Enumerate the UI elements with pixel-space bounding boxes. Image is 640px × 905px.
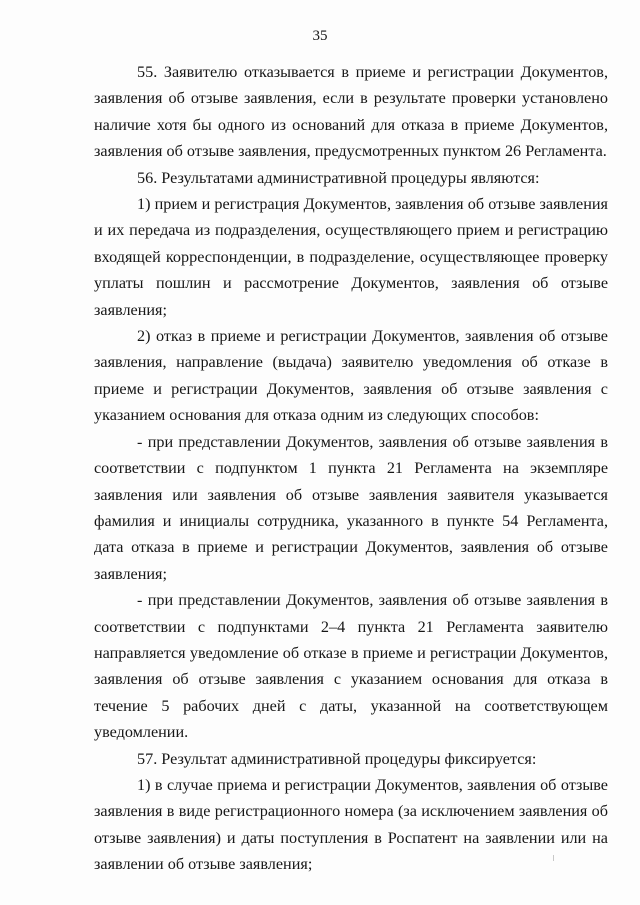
paragraph-55: 55. Заявителю отказывается в приеме и регистрации Документов, заявления об отзыве заявления, если в результате проверки установлено наличие хотя бы одного из оснований для отказа в приеме Документов, заявления об отзыве заявления, предусмотренных пунктом 26 Регламента. (94, 63, 608, 161)
paragraph-57: 57. Результат административной процедуры фиксируется: (137, 749, 537, 768)
paragraph-56: 56. Результатами административной процедуры являются: (137, 168, 540, 187)
paragraph-56-item-2-dash-2: - при представлении Документов, заявления об отзыве заявления в соответствии с подпунктами 2–4 пункта 21 Регламента заявителю направляется уведомление об отказе в приеме и регистрации Документов, заявления об отзыве заявления с указанием основания для отказа в течение 5 рабочих дней с даты, указанной на соответствующем уведомлении. (94, 591, 608, 742)
document-body (94, 59, 608, 878)
paragraph-56-item-2: 2) отказ в приеме и регистрации Документов, заявления об отзыве заявления, направление (выдача) заявителю уведомления об отказе в приеме и регистрации Документов, заявления об отзыве заявления с указанием основания для отказа одним из следующих способов: (94, 327, 608, 425)
page-number: 35 (312, 28, 328, 44)
paragraph-56-item-2-dash-1: - при представлении Документов, заявления об отзыве заявления в соответствии с подпунктом 1 пункта 21 Регламента на экземпляре заявления или заявления об отзыве заявления заявителя указывается фамилия и инициалы сотрудника, указанного в пункте 54 Регламента, дата отказа в приеме и регистрации Документов, заявления об отзыве заявления; (94, 432, 608, 583)
scan-artifact (553, 855, 554, 861)
paragraph-56-item-1: 1) прием и регистрация Документов, заявления об отзыве заявления и их передача из подразделения, осуществляющего прием и регистрацию входящей корреспонденции, в подразделение, осуществляющее проверку уплаты пошлин и рассмотрение Документов, заявления об отзыве заявления; (94, 195, 608, 319)
paragraph-57-item-1: 1) в случае приема и регистрации Документов, заявления об отзыве заявления в виде регистрационного номера (за исключением заявления об отзыве заявления) и даты поступления в Роспатент на заявлении или на заявлении об отзыве заявления; (94, 775, 608, 874)
